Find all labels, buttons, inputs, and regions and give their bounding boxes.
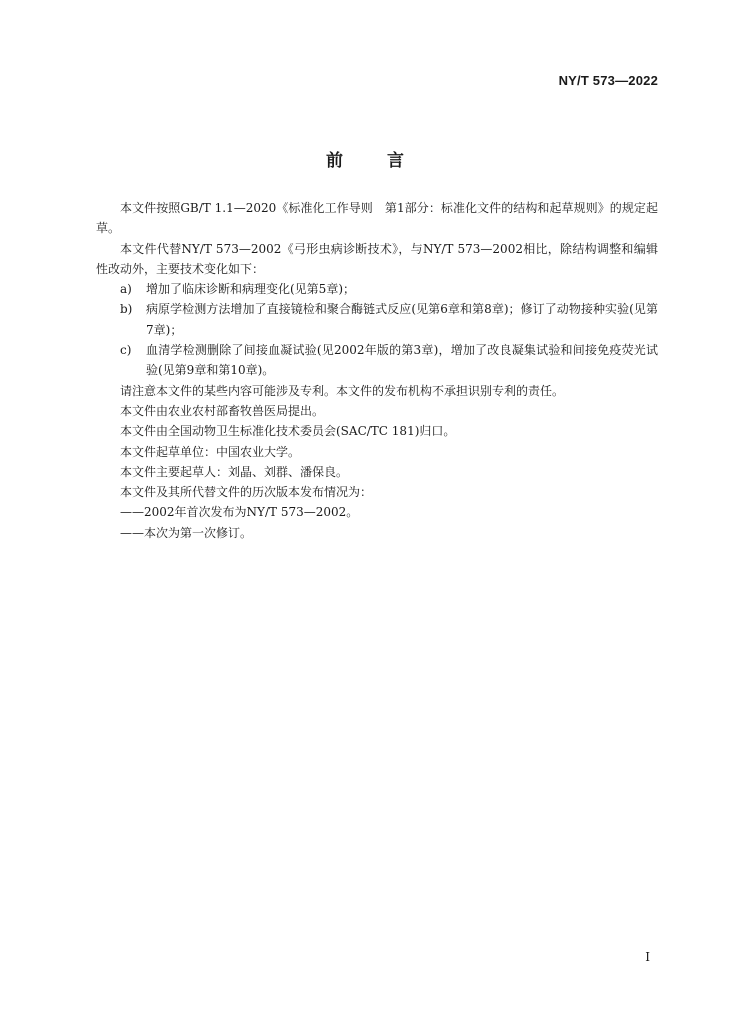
list-marker: c) <box>120 343 132 358</box>
title-char-1: 前 <box>326 151 343 171</box>
list-item-text: 增加了临床诊断和病理变化(见第5章)； <box>146 282 355 297</box>
paragraph-history-intro: 本文件及其所代替文件的历次版本发布情况为： <box>120 485 373 500</box>
list-item <box>96 299 658 340</box>
history-item: ——本次为第一次修订。 <box>120 525 253 540</box>
list-marker: a) <box>120 282 132 297</box>
list-item-text: 病原学检测方法增加了直接镜检和聚合酶链式反应(见第6章和第8章)；修订了动物接种实验(见第7章)； <box>146 302 658 337</box>
paragraph-drafting-rules: 本文件按照GB/T 1.1—2020《标准化工作导则 第1部分：标准化文件的结构和起草规则》的规定起草。 <box>96 201 658 236</box>
paragraph-drafting-unit: 本文件起草单位：中国农业大学。 <box>120 444 301 459</box>
standard-number: NY/T 573—2022 <box>558 73 658 88</box>
list-item-text: 血清学检测删除了间接血凝试验(见2002年版的第3章)，增加了改良凝集试验和间接免疫荧光试验(见第9章和第10章)。 <box>146 343 658 378</box>
list-item <box>96 279 658 299</box>
paragraph-replacement: 本文件代替NY/T 573—2002《弓形虫病诊断技术》，与NY/T 573—2002相比，除结构调整和编辑性改动外，主要技术变化如下： <box>96 241 658 276</box>
list-marker: b) <box>120 302 133 317</box>
foreword-body <box>96 198 658 543</box>
history-item: ——2002年首次发布为NY/T 573—2002。 <box>120 505 359 520</box>
paragraph-proposed-by: 本文件由农业农村部畜牧兽医局提出。 <box>120 403 325 418</box>
paragraph-patent-notice: 请注意本文件的某些内容可能涉及专利。本文件的发布机构不承担识别专利的责任。 <box>120 383 565 398</box>
list-item <box>96 340 658 381</box>
paragraph-centralized-by: 本文件由全国动物卫生标准化技术委员会(SAC/TC 181)归口。 <box>120 424 456 439</box>
paragraph-drafters: 本文件主要起草人：刘晶、刘群、潘保良。 <box>120 464 349 479</box>
page-title <box>0 146 730 171</box>
title-char-2: 言 <box>387 151 404 171</box>
page-number: I <box>645 950 650 964</box>
